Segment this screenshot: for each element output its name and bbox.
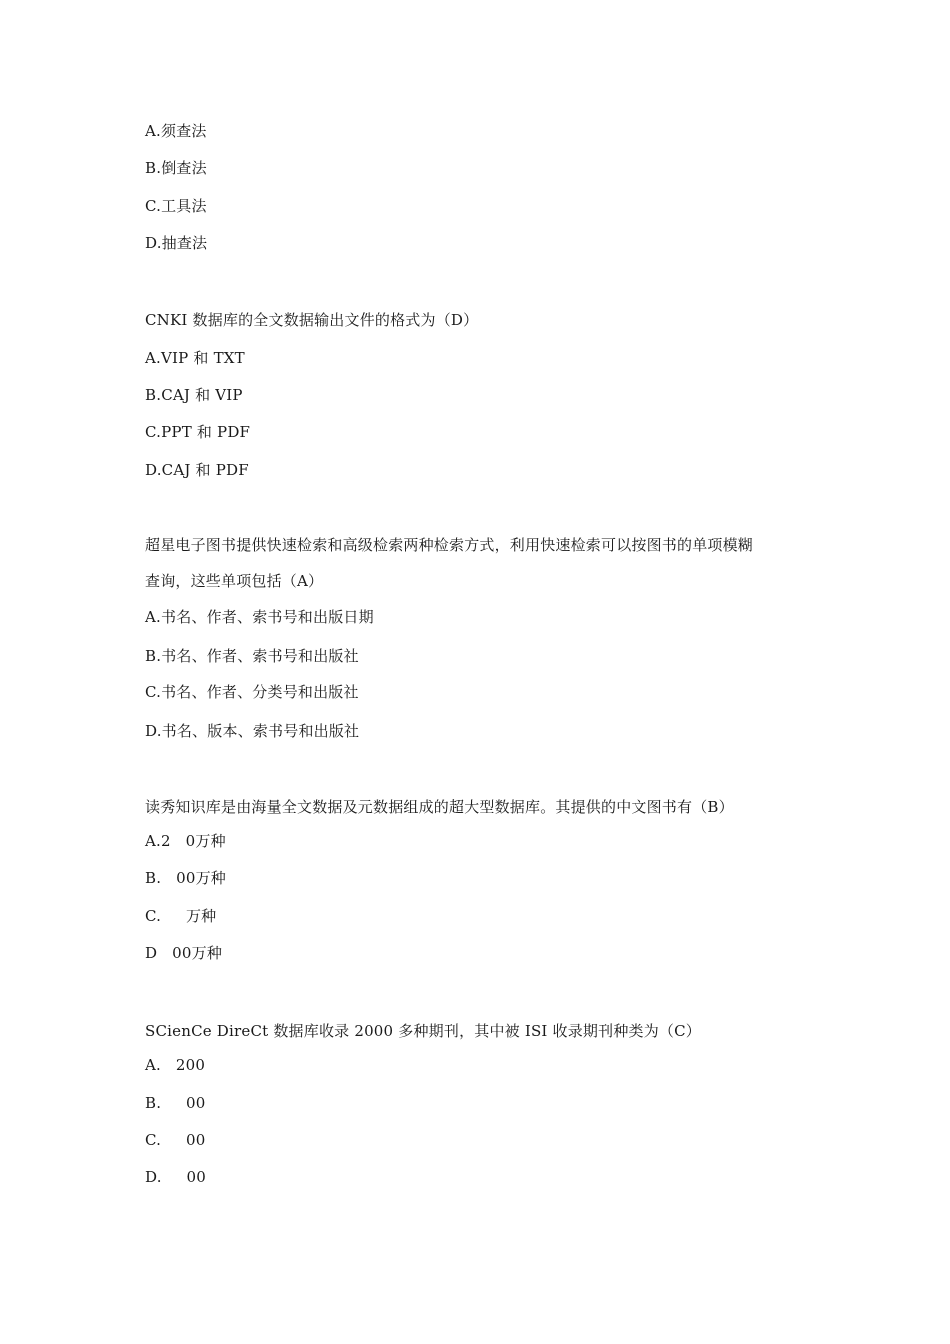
q4-option-b: B. 00 xyxy=(145,1094,206,1112)
q3-option-b: B. 00万种 xyxy=(145,869,226,887)
q0-option-c: C.工具法 xyxy=(145,197,207,215)
q1-option-b: B.CAJ 和 VIP xyxy=(145,386,243,404)
q2-option-a: A.书名、作者、索书号和出版日期 xyxy=(145,608,374,626)
q3-option-d: D 00万种 xyxy=(145,944,223,962)
q1-question: CNKI 数据库的全文数据输出文件的格式为（D） xyxy=(145,311,479,329)
q2-option-b: B.书名、作者、索书号和出版社 xyxy=(145,647,359,665)
q4-option-d: D. 00 xyxy=(145,1168,206,1186)
q2-option-c: C.书名、作者、分类号和出版社 xyxy=(145,683,359,701)
q2-question-line1: 超星电子图书提供快速检索和高级检索两种检索方式，利用快速检索可以按图书的单项模糊 xyxy=(145,536,754,554)
q3-option-a: A.2 0万种 xyxy=(145,832,226,850)
q3-question: 读秀知识库是由海量全文数据及元数据组成的超大型数据库。其提供的中文图书有（B） xyxy=(145,798,734,816)
q2-question-line2: 查询，这些单项包括（A） xyxy=(145,572,324,590)
q0-option-a: A.须查法 xyxy=(145,122,207,140)
q1-option-d: D.CAJ 和 PDF xyxy=(145,461,249,479)
q0-option-b: B.倒查法 xyxy=(145,159,207,177)
q3-option-c: C. 万种 xyxy=(145,907,217,925)
q1-option-c: C.PPT 和 PDF xyxy=(145,423,251,441)
q4-question: SCienCe DireCt 数据库收录 2000 多种期刊，其中被 ISI 收录期刊种类为（C） xyxy=(145,1022,702,1040)
q0-option-d: D.抽查法 xyxy=(145,234,208,252)
q1-option-a: A.VIP 和 TXT xyxy=(145,349,245,367)
q4-option-a: A. 200 xyxy=(145,1056,206,1074)
q4-option-c: C. 00 xyxy=(145,1131,206,1149)
q2-option-d: D.书名、版本、索书号和出版社 xyxy=(145,722,360,740)
